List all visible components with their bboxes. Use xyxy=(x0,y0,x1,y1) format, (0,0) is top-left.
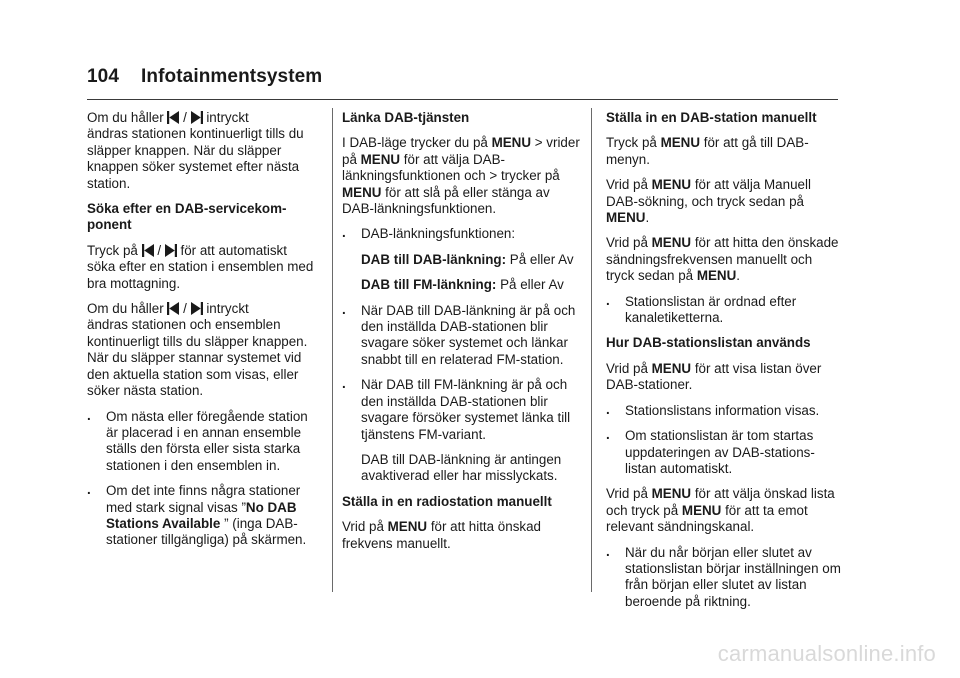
paragraph: Om du håller / intryckt ändras stationen kontinuerligt tills du släpper knappen. När du släpper knappen söker systemet efter nästa station. xyxy=(87,110,304,191)
bullet-item: . När DAB till DAB-länkning är på och den inställda DAB-stationen blir svagare söker systemet och länkar snabbt till en relaterad FM-station. xyxy=(342,301,576,367)
paragraph: Tryck på / för att automatiskt söka efter en station i ensemblen med bra mottagning. xyxy=(87,242,314,291)
bullet-item: . Om det inte finns några stationer med stark signal visas ”No DAB Stations Available ” (inga DAB-stationer tillgängliga) på skärmen. xyxy=(87,482,307,548)
bullet-item: . När du når början eller slutet av stationslistan börjar inställningen om från början eller slutet av listan beroende på riktning. xyxy=(606,543,841,609)
paragraph: Vrid på MENU för att visa listan över DAB-stationer. xyxy=(606,360,822,393)
paragraph: Om du håller / intryckt ändras stationen och ensemblen kontinuerligt tills du släpper knappen. När du släpper stannar systemet vid den aktuella station som visas, eller söker nästa station. xyxy=(87,301,308,399)
bullet-item: . DAB-länkningsfunktionen: xyxy=(342,225,516,242)
skip-forward-icon xyxy=(191,111,203,124)
section-heading: Hur DAB-stationslistan används xyxy=(606,335,811,351)
paragraph: Vrid på MENU för att hitta önskad frekvens manuellt. xyxy=(342,519,541,551)
paragraph: I DAB-läge trycker du på MENU > vrider på MENU för att välja DAB-länkningsfunktionen och > trycker på MENU för att slå på eller stänga av DAB-länkningsfunktionen. xyxy=(342,135,580,217)
column-divider xyxy=(591,108,592,592)
paragraph: Vrid på MENU för att välja Manuell DAB-sökning, och tryck sedan på MENU. xyxy=(606,177,811,226)
bullet-item: . Om nästa eller föregående station är placerad i en annan ensemble ställs den första eller sista starka stationen i den ensemblen in. xyxy=(87,407,308,473)
column-2 xyxy=(342,110,582,561)
bullet-item: . Stationslistan är ordnad efter kanaletiketterna. xyxy=(606,292,797,326)
skip-forward-icon xyxy=(191,302,203,315)
header-rule xyxy=(87,99,838,100)
bullet-item: . Om stationslistan är tom startas uppdateringen av DAB-stations-listan automatiskt. xyxy=(606,427,815,476)
section-heading: Ställa in en DAB-station manuellt xyxy=(606,110,817,125)
skip-forward-icon xyxy=(165,244,177,257)
setting-option: DAB till FM-länkning: På eller Av xyxy=(361,277,564,293)
page-header xyxy=(87,66,322,88)
bullet-item: . Stationslistans information visas. xyxy=(606,401,820,418)
section-heading: Ställa in en radiostation manuellt xyxy=(342,493,552,509)
skip-back-icon xyxy=(167,302,179,315)
skip-back-icon xyxy=(142,244,154,257)
watermark: carmanualsonline.info xyxy=(717,641,936,666)
bullet-item: . När DAB till FM-länkning är på och den inställda DAB-stationen blir svagare försöker systemet länka till tjänstens FM-variant. xyxy=(342,376,571,442)
paragraph: Tryck på MENU för att gå till DAB-menyn. xyxy=(606,135,809,167)
setting-option: DAB till DAB-länkning: På eller Av xyxy=(361,251,574,267)
page-number: 104 xyxy=(87,66,120,87)
note: DAB till DAB-länkning är antingen avaktiverad eller har misslyckats. xyxy=(361,451,562,484)
paragraph: Vrid på MENU för att välja önskad lista och tryck på MENU för att ta emot relevant sändningskanal. xyxy=(606,486,835,535)
page-title: Infotainmentsystem xyxy=(141,66,323,87)
section-heading: Länka DAB-tjänsten xyxy=(342,110,470,125)
section-heading: Söka efter en DAB-servicekom-ponent xyxy=(87,201,287,233)
column-3 xyxy=(606,110,842,619)
column-1 xyxy=(87,110,323,558)
paragraph: Vrid på MENU för att hitta den önskade sändningsfrekvensen manuellt och tryck sedan på MENU. xyxy=(606,235,839,284)
column-divider xyxy=(332,108,333,592)
skip-back-icon xyxy=(167,111,179,124)
